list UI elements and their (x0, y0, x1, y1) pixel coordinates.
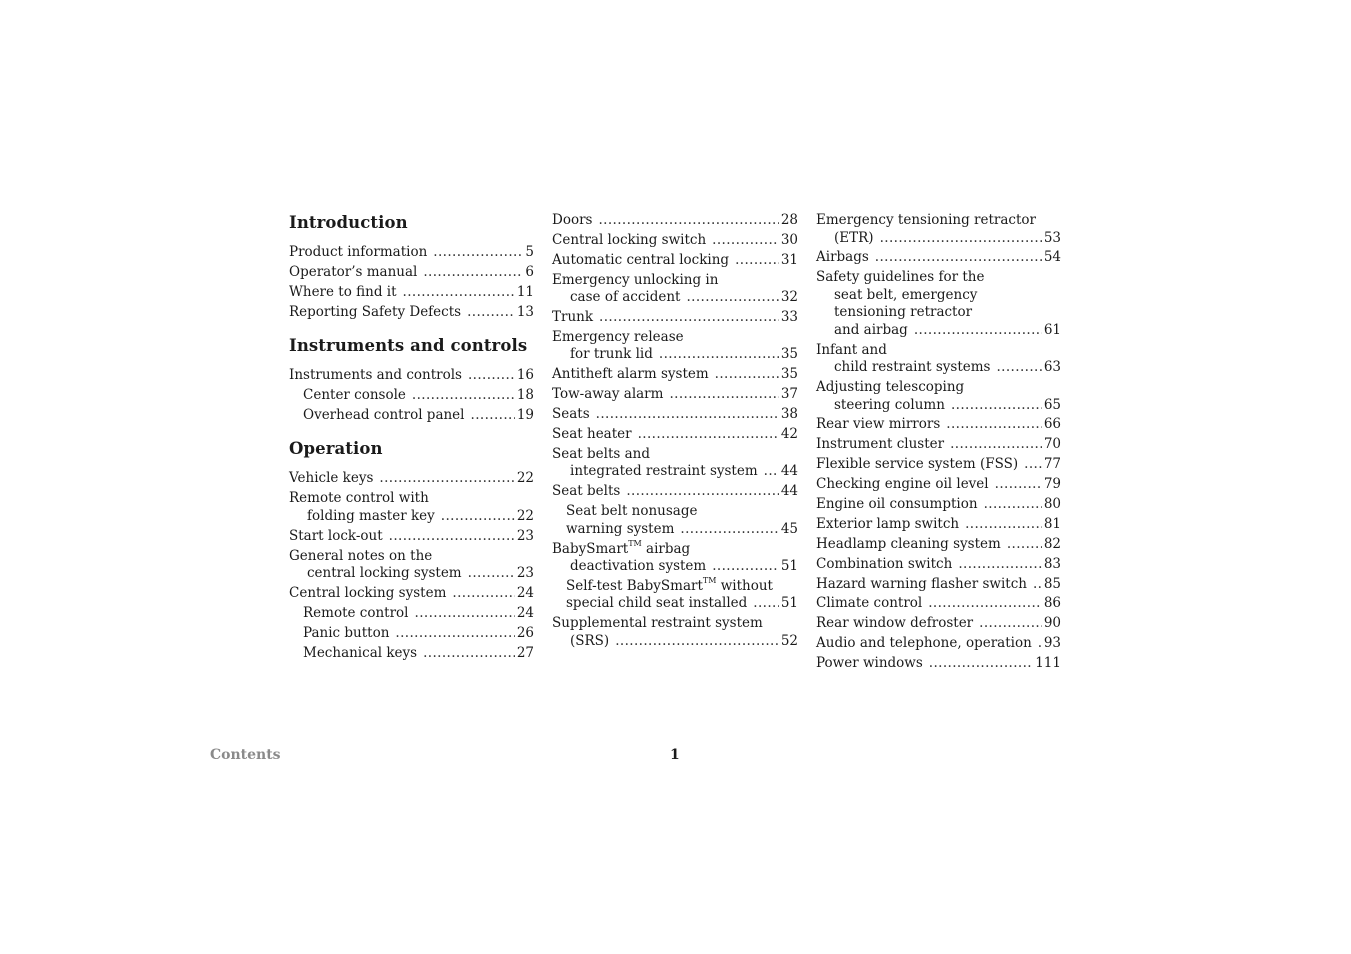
dot-leader (951, 397, 1042, 415)
dot-leader (712, 558, 779, 576)
toc-entry-text: deactivation system (570, 558, 707, 575)
toc-entry-safety-guidelines-for-the (816, 269, 1061, 339)
toc-entry-babysmart-airbag (552, 541, 798, 576)
toc-page-number: 19 (516, 406, 534, 423)
page-number: 1 (670, 747, 680, 763)
toc-page-number: 23 (516, 527, 534, 544)
section-heading-instruments-and-controls: Instruments and controls (289, 336, 528, 356)
toc-entry-doors (552, 212, 798, 230)
toc-entry-overhead-control-panel (289, 407, 534, 425)
toc-page-number: 53 (1043, 229, 1061, 246)
toc-entry-text: Infant and (816, 341, 887, 358)
dot-leader (596, 406, 779, 424)
toc-entry-mechanical-keys (289, 645, 534, 663)
dot-leader (995, 476, 1042, 494)
toc-page-number: 31 (780, 251, 798, 268)
toc-entry-text: Instrument cluster (816, 436, 945, 453)
toc-page-number: 90 (1043, 615, 1061, 632)
toc-entry-text: Self-test BabySmart™ without (566, 576, 773, 594)
toc-entry-automatic-central-locking (552, 252, 798, 270)
dot-leader (680, 521, 778, 539)
toc-entry-flexible-service-system-fss (816, 456, 1061, 474)
dot-leader (1038, 635, 1042, 653)
toc-entry-text: Seats (552, 406, 590, 423)
dot-leader (928, 595, 1042, 613)
toc-entry-text: Rear window defroster (816, 615, 974, 632)
dot-leader (599, 309, 779, 327)
toc-page-number: 66 (1043, 416, 1061, 433)
section-heading-introduction: Introduction (289, 213, 408, 232)
toc-entry-checking-engine-oil-level (816, 476, 1061, 494)
toc-entry-emergency-tensioning-retractor (816, 212, 1061, 247)
toc-page-number: 93 (1043, 635, 1061, 652)
dot-leader (1024, 456, 1042, 474)
toc-page-number: 63 (1043, 359, 1061, 376)
dot-leader (715, 366, 779, 384)
toc-entry-remote-control-with (289, 490, 534, 525)
toc-page-number: 81 (1043, 515, 1061, 532)
toc-entry-general-notes-on-the (289, 548, 534, 583)
toc-entry-center-console (289, 387, 534, 405)
toc-entry-text: Trunk (552, 309, 594, 326)
toc-page-number: 28 (780, 212, 798, 228)
dot-leader (875, 249, 1042, 267)
toc-page-number: 85 (1043, 575, 1061, 592)
toc-page-number: 24 (516, 585, 534, 602)
toc-column-1 (289, 212, 534, 665)
toc-entry-text: Combination switch (816, 555, 953, 572)
toc-page-number: 83 (1043, 555, 1061, 572)
dot-leader (626, 483, 779, 501)
dot-leader (379, 470, 514, 488)
toc-entry-text: BabySmart™ airbag (552, 539, 691, 557)
dot-leader (452, 585, 514, 603)
dot-leader (946, 416, 1042, 434)
toc-entry-text: Seat belts and (552, 445, 650, 462)
toc-entry-trunk (552, 309, 798, 327)
toc-entry-tow-away-alarm (552, 386, 798, 404)
toc-entry-emergency-unlocking-in (552, 272, 798, 307)
toc-entry-text: Climate control (816, 595, 923, 612)
toc-entry-infant-and (816, 342, 1061, 377)
toc-entry-text: General notes on the (289, 547, 433, 564)
dot-leader (958, 556, 1042, 574)
toc-entry-panic-button (289, 625, 534, 643)
toc-entry-text: Product information (289, 244, 428, 260)
dot-leader (984, 496, 1042, 514)
toc-entry-reporting-safety-defects (289, 304, 534, 322)
toc-entry-exterior-lamp-switch (816, 516, 1061, 534)
toc-entry-text: Doors (552, 212, 593, 228)
toc-page-number: 61 (1043, 321, 1061, 338)
toc-page-number: 22 (516, 507, 534, 524)
toc-entry-rear-view-mirrors (816, 416, 1061, 434)
toc-entry-text: Seat belts (552, 483, 621, 500)
toc-page-number: 44 (780, 463, 798, 480)
toc-page-number: 23 (516, 565, 534, 582)
toc-page-number: 70 (1043, 436, 1061, 453)
toc-entry-text: Flexible service system (FSS) (816, 456, 1019, 473)
toc-page-number: 35 (780, 346, 798, 363)
dot-leader (735, 252, 779, 270)
toc-page-number: 65 (1043, 396, 1061, 413)
toc-entry-text: tensioning retractor (834, 304, 973, 321)
toc-entry-text: Instruments and controls (289, 367, 462, 384)
dot-leader (753, 595, 779, 613)
toc-entry-text: Seat belt nonusage (566, 503, 698, 520)
toc-entry-text: Adjusting telescoping (816, 379, 965, 396)
dot-leader (471, 407, 515, 425)
dot-leader (950, 436, 1042, 454)
toc-entry-instrument-cluster (816, 436, 1061, 454)
toc-page-number: 11 (516, 283, 534, 300)
toc-entry-text: case of accident (570, 289, 681, 306)
dot-leader (441, 508, 515, 526)
toc-entry-central-locking-switch (552, 232, 798, 250)
toc-page-number: 51 (780, 558, 798, 575)
toc-entry-seat-belt-nonusage (552, 503, 798, 538)
toc-entry-text: Hazard warning flasher switch (816, 575, 1027, 592)
toc-entry-hazard-warning-flasher-switch (816, 576, 1061, 594)
toc-entry-seat-heater (552, 426, 798, 444)
toc-entry-text: Checking engine oil level (816, 476, 989, 493)
toc-entry-text: Rear view mirrors (816, 416, 941, 433)
toc-page-number: 80 (1043, 496, 1061, 513)
toc-page-number: 51 (780, 595, 798, 612)
toc-page-number: 30 (780, 231, 798, 248)
toc-page-number: 45 (780, 520, 798, 537)
toc-entry-combination-switch (816, 556, 1061, 574)
toc-entry-text: Vehicle keys (289, 470, 374, 487)
toc-entry-text: Operator’s manual (289, 263, 418, 280)
dot-leader (423, 645, 515, 663)
toc-entry-text: Reporting Safety Defects (289, 303, 462, 320)
toc-page-number: 18 (516, 387, 534, 404)
toc-entry-text: special child seat installed (566, 595, 748, 612)
toc-page-number: 32 (780, 289, 798, 306)
dot-leader (929, 655, 1033, 673)
dot-leader (423, 264, 523, 282)
toc-entry-text: Panic button (303, 624, 390, 641)
toc-entry-text: steering column (834, 396, 945, 413)
dot-leader (712, 232, 779, 250)
toc-entry-text: (SRS) (570, 632, 610, 649)
toc-entry-text: warning system (566, 520, 675, 537)
dot-leader (965, 516, 1042, 534)
toc-entry-text: integrated restraint system (570, 463, 758, 480)
toc-entry-text: central locking system (307, 565, 462, 582)
toc-entry-text: Emergency tensioning retractor (816, 212, 1036, 228)
toc-entry-text: (ETR) (834, 229, 874, 246)
toc-entry-headlamp-cleaning-system (816, 536, 1061, 554)
dot-leader (764, 463, 779, 481)
toc-entry-text: Central locking system (289, 585, 447, 602)
dot-leader (638, 426, 779, 444)
toc-entry-engine-oil-consumption (816, 496, 1061, 514)
dot-leader (1007, 536, 1042, 554)
section-heading-operation: Operation (289, 439, 383, 459)
toc-entry-text: Headlamp cleaning system (816, 535, 1001, 552)
dot-leader (914, 322, 1042, 340)
toc-entry-climate-control (816, 595, 1061, 613)
dot-leader (686, 289, 778, 307)
toc-entry-where-to-find-it (289, 284, 534, 302)
toc-entry-start-lock-out (289, 528, 534, 546)
toc-page-number: 38 (780, 406, 798, 423)
dot-leader (880, 230, 1042, 248)
toc-entry-text: Start lock-out (289, 527, 383, 544)
toc-column-3 (816, 212, 1061, 675)
dot-leader (468, 565, 515, 583)
toc-entry-text: seat belt, emergency (834, 286, 978, 303)
dot-leader (433, 244, 523, 262)
dot-leader (615, 633, 779, 651)
toc-entry-seat-belts (552, 483, 798, 501)
toc-entry-text: Where to find it (289, 283, 397, 300)
toc-page-number: 79 (1043, 476, 1061, 493)
toc-entry-text: Antitheft alarm system (552, 366, 709, 383)
toc-entry-airbags (816, 249, 1061, 267)
toc-entry-self-test-babysmart-without (552, 578, 798, 613)
toc-entry-text: Emergency unlocking in (552, 271, 719, 288)
toc-column-2 (552, 212, 798, 653)
toc-entry-operator-s-manual (289, 264, 534, 282)
toc-entry-central-locking-system (289, 585, 534, 603)
toc-entry-text: Tow-away alarm (552, 386, 664, 403)
toc-entry-text: for trunk lid (570, 346, 653, 363)
toc-entry-text: Emergency release (552, 328, 684, 345)
toc-entry-text: Engine oil consumption (816, 496, 978, 513)
toc-page-number: 24 (516, 604, 534, 621)
toc-page-number: 54 (1043, 249, 1061, 266)
toc-page-number: 44 (780, 483, 798, 500)
dot-leader (468, 367, 515, 385)
toc-entry-remote-control (289, 605, 534, 623)
toc-page-number: 13 (516, 303, 534, 320)
dot-leader (415, 605, 515, 623)
toc-page-number: 42 (780, 426, 798, 443)
toc-entry-seat-belts-and (552, 446, 798, 481)
toc-page-number: 52 (780, 632, 798, 649)
dot-leader (467, 304, 515, 322)
dot-leader (403, 284, 515, 302)
toc-entry-text: Airbags (816, 249, 869, 266)
toc-entry-power-windows (816, 655, 1061, 673)
toc-page-number: 22 (516, 470, 534, 487)
toc-entry-seats (552, 406, 798, 424)
dot-leader (1033, 576, 1042, 594)
dot-leader (389, 528, 515, 546)
toc-entry-text: folding master key (307, 507, 435, 524)
toc-page-number: 33 (780, 309, 798, 326)
toc-entry-text: Mechanical keys (303, 644, 418, 661)
toc-page-number: 27 (516, 644, 534, 661)
dot-leader (412, 387, 515, 405)
toc-page-number: 5 (525, 244, 534, 260)
dot-leader (395, 625, 514, 643)
toc-entry-text: Center console (303, 387, 406, 404)
dot-leader (598, 212, 778, 230)
toc-page-number: 82 (1043, 535, 1061, 552)
toc-entry-text: Power windows (816, 655, 923, 672)
dot-leader (669, 386, 778, 404)
toc-page-number: 16 (516, 367, 534, 384)
toc-entry-instruments-and-controls (289, 367, 534, 385)
toc-entry-vehicle-keys (289, 470, 534, 488)
toc-page-number: 86 (1043, 595, 1061, 612)
toc-entry-supplemental-restraint-system (552, 615, 798, 650)
toc-entry-adjusting-telescoping (816, 379, 1061, 414)
toc-page-number: 77 (1043, 456, 1061, 473)
toc-page-number: 35 (780, 366, 798, 383)
toc-entry-text: and airbag (834, 321, 908, 338)
toc-entry-text: Automatic central locking (552, 251, 730, 268)
toc-entry-text: child restraint systems (834, 359, 991, 376)
dot-leader (979, 615, 1042, 633)
toc-entry-text: Safety guidelines for the (816, 269, 985, 286)
toc-entry-audio-and-telephone-operation (816, 635, 1061, 653)
toc-page-number: 26 (516, 624, 534, 641)
toc-entry-text: Exterior lamp switch (816, 515, 960, 532)
toc-page-number: 111 (1035, 655, 1061, 672)
dot-leader (996, 359, 1041, 377)
toc-page-number: 37 (780, 386, 798, 403)
toc-entry-rear-window-defroster (816, 615, 1061, 633)
toc-entry-text: Remote control (303, 604, 409, 621)
toc-entry-text: Overhead control panel (303, 406, 465, 423)
toc-entry-text: Seat heater (552, 426, 632, 443)
footer-section-label: Contents (210, 747, 281, 763)
toc-entry-text: Remote control with (289, 490, 429, 507)
dot-leader (659, 346, 779, 364)
toc-entry-text: Central locking switch (552, 231, 707, 248)
toc-page-number: 6 (525, 263, 534, 280)
toc-entry-emergency-release (552, 329, 798, 364)
toc-entry-antitheft-alarm-system (552, 366, 798, 384)
toc-entry-text: Supplemental restraint system (552, 615, 763, 632)
toc-entry-text: Audio and telephone, operation (816, 635, 1032, 652)
toc-entry-product-information (289, 244, 534, 262)
